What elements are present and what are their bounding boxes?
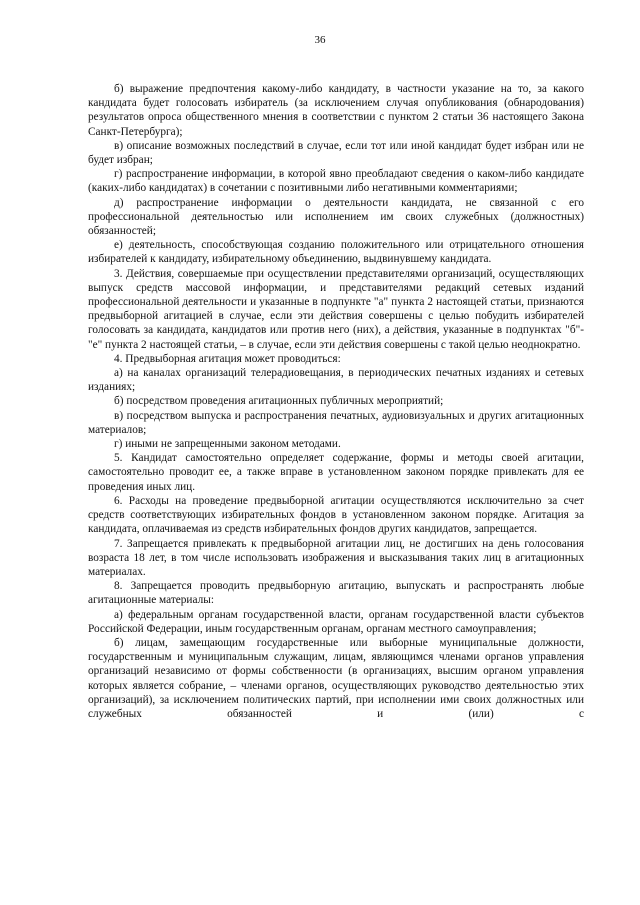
paragraph-item-g-information: г) распространение информации, в которой явно преобладают сведения о каком-либо кандидате (каких-либо кандидатах) в сочетании с позитивными либо негативными комментариями;: [88, 168, 584, 195]
paragraph-clause-3: 3. Действия, совершаемые при осуществлении представителями организаций, осуществляющих выпуск средств массовой информации, и представителями редакций сетевых изданий профессиональной деятельности и указанные в подпункте "а" пункта 2 настоящей статьи, признаются предвыборной агитацией в случае, если эти действия совершены с целью побудить избирателей голосовать за кандидата, кандидатов или против него (них), а действия, указанные в подпунктах "б"-"е" пункта 2 настоящей статьи, – в случае, если эти действия совершены с такой целью неоднократно.: [88, 267, 584, 351]
paragraph-item-b-preference: б) выражение предпочтения какому-либо кандидату, в частности указание на то, за какого кандидата будет голосовать избиратель (за исключением случая опубликования (обнародования) результатов опроса общественного мнения в соответствии с пунктом 2 статьи 36 настоящего Закона Санкт-Петербурга);: [88, 83, 584, 138]
page-number: 36: [314, 34, 326, 46]
document-body: [88, 82, 584, 721]
paragraph-clause-8: 8. Запрещается проводить предвыборную агитацию, выпускать и распространять любые агитационные материалы:: [88, 580, 584, 607]
paragraph-clause-4-g: г) иными не запрещенными законом методами.: [114, 438, 341, 451]
paragraph-clause-4: 4. Предвыборная агитация может проводиться:: [114, 352, 341, 365]
paragraph-clause-7: 7. Запрещается привлекать к предвыборной агитации лиц, не достигших на день голосования возраста 18 лет, в том числе использовать изображения и высказывания таких лиц в агитационных материалах.: [88, 537, 584, 578]
paragraph-clause-4-v: в) посредством выпуска и распространения печатных, аудиовизуальных и других агитационных материалов;: [88, 409, 584, 436]
paragraph-item-d-activity: д) распространение информации о деятельности кандидата, не связанной с его профессиональной деятельностью или исполнением им своих служебных (должностных) обязанностей;: [88, 196, 584, 238]
paragraph-clause-8-b: б) лицам, замещающим государственные или выборные муниципальные должности, государственным и муниципальным служащим, лицам, являющимся членами органов управления организаций независимо от формы собственности (в организациях, высшим органом управления которых является собрание, – членами органов, осуществляющих руководство деятельностью этих организаций), за исключением политических партий, при исполнении ими своих должностных или служебных обязанностей и (или) с: [88, 636, 584, 720]
paragraph-clause-4-b: б) посредством проведения агитационных публичных мероприятий;: [114, 395, 444, 408]
paragraph-item-v-consequences: в) описание возможных последствий в случае, если тот или иной кандидат будет избран или не будет избран;: [88, 139, 584, 167]
paragraph-clause-4-a: а) на каналах организаций телерадиовещания, в периодических печатных изданиях и сетевых изданиях;: [88, 367, 584, 394]
paragraph-clause-8-a: а) федеральным органам государственной власти, органам государственной власти субъектов Российской Федерации, иным государственным органам, органам местного самоуправления;: [88, 608, 584, 635]
paragraph-clause-5: 5. Кандидат самостоятельно определяет содержание, формы и методы своей агитации, самостоятельно проводит ее, а также вправе в установленном законом порядке привлекать для ее проведения иных лиц.: [88, 452, 584, 493]
paragraph-clause-6: 6. Расходы на проведение предвыборной агитации осуществляются исключительно за счет средств соответствующих избирательных фондов в установленном законом порядке. Агитация за кандидата, оплачиваемая из средств избирательных фондов других кандидатов, запрещается.: [88, 494, 584, 536]
paragraph-item-e-attitude: е) деятельность, способствующая созданию положительного или отрицательного отношения избирателей к кандидату, избирательному объединению, выдвинувшему кандидата.: [88, 239, 584, 266]
